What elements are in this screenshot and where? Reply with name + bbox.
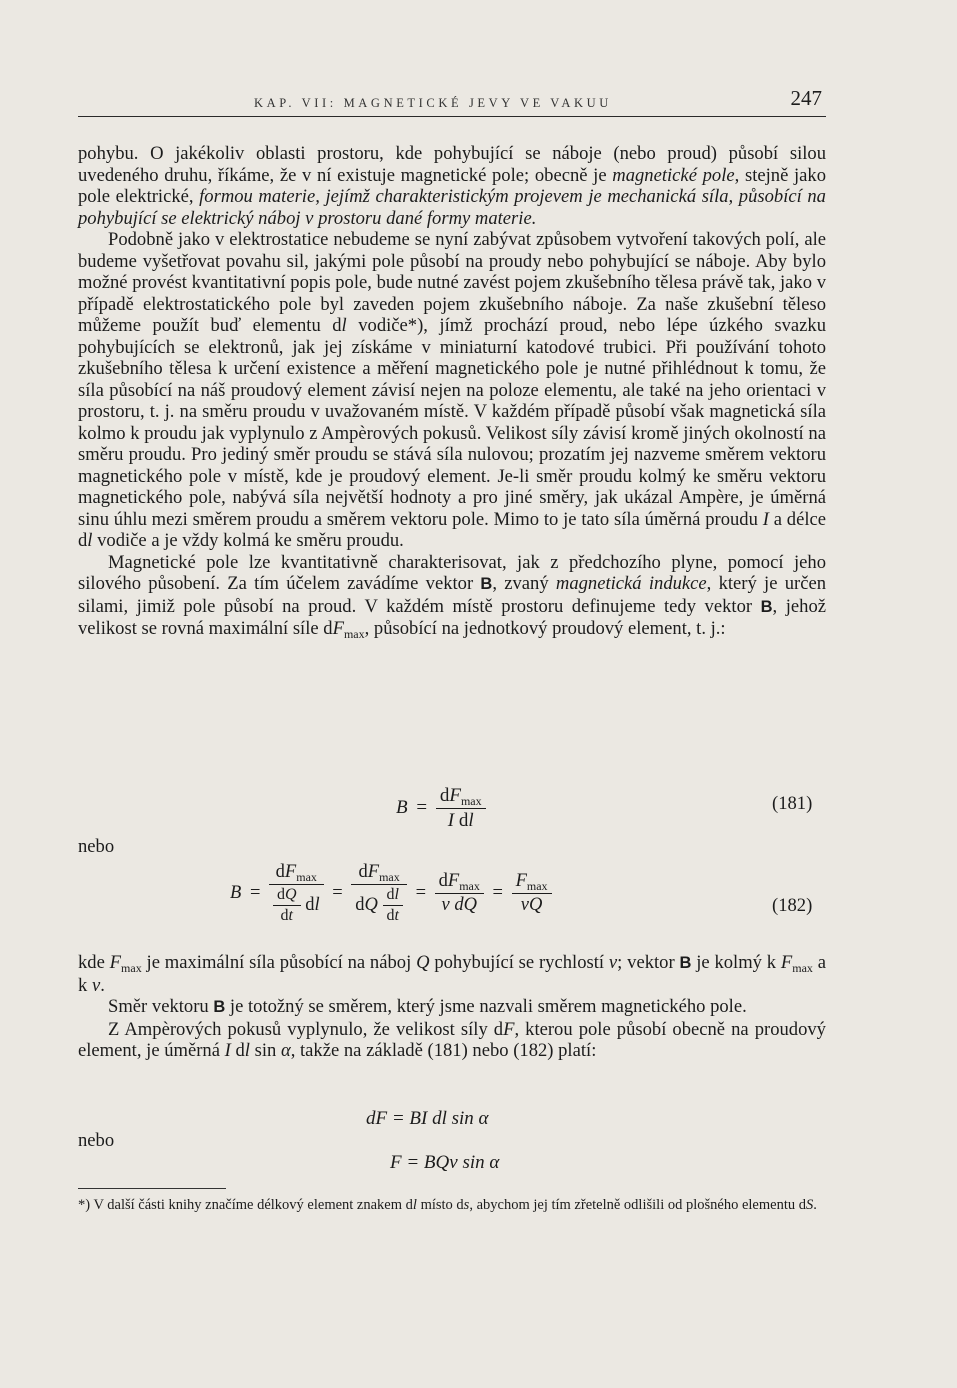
p3-run-7: F	[332, 618, 344, 639]
p4-run-5: pohybující se rychlostí	[429, 952, 609, 973]
p6-run-5: l	[244, 1040, 250, 1061]
p3-run-0: Magnetické pole lze kvantitativně charakterisovat, jak z předchozího plyne, pomocí jeho silového působení. Za tím účelem zavádíme vektor	[78, 551, 826, 594]
eq182-t1-num: $dF_{max}$	[269, 862, 324, 885]
body-text-lower	[78, 952, 826, 1062]
eq182-equals-1: =	[249, 882, 261, 903]
eq181-equals: =	[416, 796, 428, 818]
eq182-t2-num: $dF_{max}$	[351, 862, 407, 885]
eq181-den-d: d	[458, 810, 469, 831]
footnote-rule	[78, 1188, 226, 1189]
page-header	[78, 86, 826, 117]
p6-run-3: I	[224, 1040, 231, 1061]
footnote-mark: *)	[78, 1197, 91, 1213]
paragraph-6	[78, 1019, 826, 1062]
p4-run-11: max	[792, 961, 813, 975]
p6-run-6: sin	[249, 1040, 281, 1061]
p4-run-3: je maximální síla působící na náboj	[141, 952, 417, 973]
eq181-denominator	[436, 809, 486, 832]
eq182-t4-num	[512, 871, 552, 894]
paragraph-3	[78, 552, 826, 640]
footnote	[78, 1196, 830, 1215]
p3-run-1: B	[480, 575, 493, 593]
p6-run-0: Z Ampèrových pokusů vyplynulo, že velikost síly d	[108, 1018, 504, 1040]
footnote-text-d: .	[813, 1197, 817, 1213]
eq182-equals-4: =	[492, 882, 503, 903]
p1-run-0: pohybu. O jakékoliv oblasti prostoru, kde pohybující se náboje (nebo proud) působí silou uvedeného druhu, říkáme, že v ní existuje magnetické pole; obecně je	[78, 143, 826, 186]
eq181-den-I: I	[447, 810, 455, 831]
p2-run-6: vodiče a je vždy kolmá ke směru proudu.	[92, 530, 404, 551]
p3-run-2: , zvaný	[492, 573, 556, 594]
body-text	[78, 143, 826, 640]
p4-run-12: a k	[78, 952, 827, 996]
p4-run-1: F	[109, 952, 122, 973]
footnote-s: s	[463, 1197, 470, 1213]
eq182-t1-den: $\frac{dQ}{dt}$ dl	[269, 885, 324, 925]
eq182-t3-den: v dQ	[441, 895, 477, 915]
p3-run-6: , jehož velikost se rovná maximální síle d	[78, 595, 826, 639]
p3-run-8: max	[343, 627, 365, 641]
p2-run-0: Podobně jako v elektrostatice nebudeme se nyní zabývat způsobem vytvoření takových polí, ale budeme vyšetřovat povahu sil, jakými pole působí na proudy nebo pohybující se náboje. Aby bylo možné provést kvantitativní popis pole, bude nutné zavést pojem zkušebního tělesa právě tak, jako v případě elektrostatického pole byl zaveden pojem zkušebního náboje. Za naše zkušební těleso můžeme použít buď elementu d	[78, 229, 826, 336]
p2-run-1: l	[341, 315, 347, 336]
eq182-term-4	[512, 871, 552, 916]
eq182-t2-sub: max	[379, 870, 400, 884]
eq182-t3-num: $dF_{max}$	[435, 871, 484, 894]
eq182-term-1	[269, 862, 324, 925]
p4-run-14: .	[100, 974, 105, 996]
footnote-l: l	[412, 1197, 417, 1213]
eq182-term-3	[435, 871, 484, 916]
eq181-den-l: l	[468, 810, 474, 831]
p4-run-6: v	[608, 952, 618, 973]
eq182-t4-F: F	[515, 871, 527, 891]
footnote-text-b: místo d	[416, 1197, 464, 1213]
eq182-equals-3: =	[415, 882, 427, 903]
eq181-fraction	[436, 785, 486, 832]
p1-run-2: , stejně jako pole elektrické,	[78, 164, 827, 207]
eq182-t3-sub: max	[459, 879, 480, 893]
paragraph-4	[78, 952, 826, 996]
eq181-F: F	[449, 785, 461, 806]
equation-force-1: dF = BI dl sin α	[366, 1108, 489, 1129]
p4-run-10: F	[780, 952, 793, 973]
p3-run-5: B	[760, 597, 773, 616]
eq182-lhs: B	[230, 882, 242, 903]
equation-number-181: (181)	[772, 793, 813, 814]
eq182-t2-den: dQ $\frac{dl}{dt}$	[351, 885, 407, 925]
p2-run-4: a délce d	[78, 508, 826, 551]
equation-181	[396, 785, 486, 832]
word-nebo-2: nebo	[78, 1130, 115, 1151]
p6-run-7: α	[280, 1040, 291, 1061]
p3-run-9: , působící na jednotkový proudový element, t. j.:	[364, 618, 726, 639]
paragraph-2	[78, 229, 826, 552]
eq182-term-2	[351, 862, 407, 925]
equation-182	[230, 862, 552, 925]
p5-run-1: B	[213, 998, 226, 1016]
eq182-t1-sub: max	[296, 870, 317, 884]
p3-run-4: , který je určen silami, jimiž pole působí na proud. V každém místě prostoru definujeme tedy vektor	[78, 573, 826, 617]
page-number: 247	[790, 86, 822, 110]
running-head: KAP. VII: MAGNETICKÉ JEVY VE VAKUU	[254, 96, 612, 110]
paragraph-1	[78, 143, 826, 229]
word-nebo-1: nebo	[78, 836, 115, 857]
eq182-equals-2: =	[332, 882, 343, 903]
p4-run-7: ; vektor	[617, 952, 680, 973]
p5-run-2: je totožný se směrem, který jsme nazvali směrem magnetického pole.	[225, 996, 747, 1017]
equation-number-182: (182)	[772, 895, 813, 916]
p4-run-2: max	[121, 961, 142, 975]
eq182-t4-sub: max	[526, 879, 548, 893]
p1-run-1: magnetické pole	[612, 164, 735, 186]
p6-run-8: , takže na základě (181) nebo (182) platí:	[290, 1040, 597, 1061]
equation-force-2: F = BQv sin α	[390, 1152, 500, 1173]
footnote-text-c: , abychom jej tím zřetelně odlišili od plošného elementu d	[469, 1197, 806, 1213]
p3-run-3: magnetická indukce	[555, 573, 707, 594]
footnote-text-a: V další části knihy značíme délkový element znakem d	[90, 1197, 413, 1213]
p2-run-2: vodiče*), jímž prochází proud, nebo lépe úzkého svazku pohybujících se elektronů, jak jej získáme v miniaturní katodové trubici. Při používání tohoto zkušebního tělesa k určení existence a měření magnetického pole je nutné přihlédnout k tomu, že síla působící na náš proudový element závisí nejen na poloze elementu, ale také na jeho orientaci v prostoru, t. j. na směru proudu v uvažovaném místě. V každém případě působí však magnetická síla kolmo k proudu jak vyplynulo z Ampèrových pokusů. Velikost síly závisí kromě jiných okolností na směru proudu. Pro jediný směr proudu se stává síla nulovou; prozatím jej nazveme směrem vektoru magnetického pole v místě, kde je proudový element. Je-li směr proudu kolmý ke směru vektoru magnetického pole, nabývá síla největší hodnoty a pro jiné směry, jak ukázal Ampère, je úměrná sinu úhlu mezi směrem proudu a směrem vektoru pole. Mimo to je tato síla úměrná proudu	[78, 315, 826, 530]
eq181-num-sub: max	[460, 794, 482, 808]
p4-run-4: Q	[416, 952, 430, 973]
p6-run-4: d	[230, 1040, 245, 1061]
p2-run-5: l	[87, 530, 93, 551]
eq181-numerator: $dF_{max}$	[436, 785, 486, 809]
p1-run-3: formou materie, jejímž charakteristickým projevem je mechanická síla, působící na pohybující se elektrický náboj v prostoru dané formy materie.	[78, 186, 826, 229]
p4-run-8: B	[679, 954, 692, 972]
p2-run-3: I	[762, 508, 769, 530]
p4-run-13: v	[91, 974, 101, 996]
p4-run-0: kde	[78, 952, 110, 973]
p6-run-1: F	[503, 1018, 515, 1040]
eq181-lhs: B	[396, 796, 408, 818]
footnote-S: S	[805, 1197, 814, 1213]
p5-run-0: Směr vektoru	[108, 996, 214, 1017]
paragraph-5	[78, 996, 826, 1019]
eq182-t4-den: vQ	[520, 895, 543, 915]
p4-run-9: je kolmý k	[691, 952, 781, 973]
p6-run-2: , kterou pole působí obecně na proudový element, je úměrná	[78, 1018, 826, 1061]
